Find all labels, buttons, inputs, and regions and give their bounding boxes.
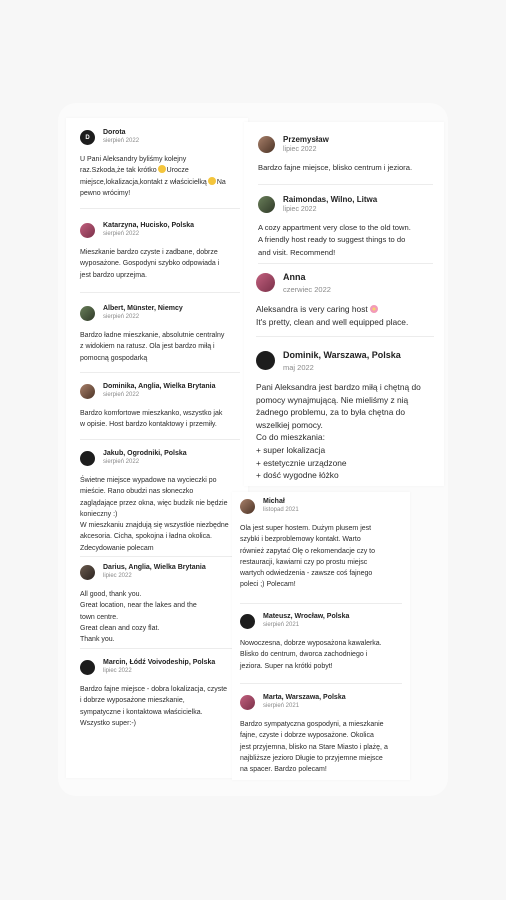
divider <box>80 439 240 440</box>
flower-emoji-icon <box>370 305 378 313</box>
reviewer-name: Przemysław <box>283 135 329 144</box>
review-text: Nowoczesna, dobrze wyposażona kawalerka. Blisko do centrum, dworca zachodniego i jeziora. Super na krótki pobyt! <box>240 640 382 670</box>
review-date: lipiec 2022 <box>103 668 132 674</box>
review-text: A cozy appartment very close to the old town. A friendly host ready to suggest things to do and visit. Recommend! <box>258 223 411 257</box>
review-text: Pani Aleksandra jest bardzo miłą i chętną do pomocy wynajmującą. Nie mieliśmy z nią żadnego problemu, za to była chętna do wszelkiej pomocy. Co do mieszkania: + super lokalizacja + estetycznie urządzone + dość wygodne łóżko <box>256 382 421 481</box>
review-text: Świetne miejsce wypadowe na wycieczki po mieście. Rano obudzi nas słoneczko zaglądające przez okna, więc budzik nie będzie konieczny :) W mieszkaniu znajdują się wszystkie niezbędne akcesoria. Cicha, spokojna i ładna okolica. Zdecydowanie polecam <box>80 477 229 552</box>
reviewer-name: Marcin, Łódź Voivodeship, Polska <box>103 659 216 666</box>
review-michal <box>240 498 410 591</box>
reviewer-name: Albert, Münster, Niemcy <box>103 305 183 312</box>
review-date: maj 2022 <box>283 363 314 372</box>
review-date: sierpień 2022 <box>103 231 140 237</box>
review-przemyslaw <box>258 135 443 174</box>
review-date: sierpień 2022 <box>103 314 140 320</box>
avatar <box>258 196 275 213</box>
review-dominik <box>256 350 444 482</box>
review-text: Bardzo fajne miejsce, blisko centrum i jeziora. <box>258 163 413 172</box>
divider <box>240 603 402 604</box>
review-anna <box>256 272 444 328</box>
review-text: All good, thank you. Great location, near the lakes and the town centre. Great clean and cozy flat. Thank you. <box>80 591 197 644</box>
review-katarzyna <box>80 222 245 281</box>
review-text: Ola jest super hostem. Dużym plusem jest szybki i bezproblemowy kontakt. Warto również zapytać Olę o rekomendacje czy to restauracji, kawiarni czy po prostu miejsc wartych odwiedzenia - zawsze coś fajnego poleci ;) Polecam! <box>240 525 376 589</box>
reviewer-name: Michał <box>263 498 285 505</box>
review-text: Bardzo sympatyczna gospodyni, a mieszkanie fajne, czyste i dobrze wyposażone. Okolica jest przyjemna, blisko na Stare Miasto i plażę, a najbliższe jezioro Długie to przyjemne miejsce na spacer. Bardzo polecam! <box>240 721 388 774</box>
review-date: lipiec 2022 <box>103 573 132 579</box>
review-text: Bardzo komfortowe mieszkanko, wszystko jak w opisie. Host bardzo kontaktowy i przemiły. <box>80 410 223 429</box>
reviewer-name: Katarzyna, Hucisko, Polska <box>103 222 195 229</box>
divider <box>80 208 240 209</box>
avatar <box>80 451 95 466</box>
avatar: D <box>80 130 95 145</box>
review-raimondas <box>258 195 443 259</box>
review-marta <box>240 694 410 775</box>
avatar <box>80 384 95 399</box>
reviewer-name: Raimondas, Wilno, Litwa <box>283 195 378 204</box>
avatar <box>256 351 275 370</box>
avatar <box>240 499 255 514</box>
review-darius <box>80 564 245 645</box>
review-date: czerwiec 2022 <box>283 285 331 294</box>
review-date: listopad 2021 <box>263 507 299 513</box>
avatar <box>258 136 275 153</box>
reviewer-name: Dorota <box>103 129 126 136</box>
reviewer-name: Marta, Warszawa, Polska <box>263 694 346 701</box>
avatar <box>80 660 95 675</box>
reviewer-name: Dominika, Anglia, Wielka Brytania <box>103 383 216 390</box>
divider <box>258 263 433 264</box>
reviewer-name: Jakub, Ogrodniki, Polska <box>103 450 187 457</box>
reviewer-name: Anna <box>283 272 306 282</box>
review-dominika <box>80 383 245 431</box>
reviewer-name: Darius, Anglia, Wielka Brytania <box>103 564 206 571</box>
divider <box>80 372 240 373</box>
avatar <box>240 614 255 629</box>
review-text: Bardzo ładne mieszkanie, absolutnie centralny z widokiem na ratusz. Ola jest bardzo miłą i pomocną gospodarką <box>80 332 225 362</box>
review-mateusz <box>240 613 410 672</box>
avatar <box>80 223 95 238</box>
review-date: lipiec 2022 <box>283 206 317 213</box>
smile-emoji-icon <box>158 165 166 173</box>
avatar <box>80 565 95 580</box>
review-text: Aleksandra is very caring host It's pretty, clean and well equipped place. <box>256 304 409 327</box>
divider <box>258 184 433 185</box>
reviewer-name: Dominik, Warszawa, Polska <box>283 350 401 360</box>
review-text: Mieszkanie bardzo czyste i zadbane, dobrze wyposażone. Gospodyni szybko odpowiada i jest bardzo uprzejma. <box>80 249 220 279</box>
avatar <box>80 306 95 321</box>
avatar <box>240 695 255 710</box>
divider <box>80 292 240 293</box>
review-date: sierpień 2022 <box>103 392 140 398</box>
divider <box>256 336 434 337</box>
review-text: Bardzo fajne miejsce - dobra lokalizacja, czyste i dobrze wyposażone mieszkanie, sympatyczne i kontaktowa właścicielka. Wszystko super:-) <box>80 686 228 727</box>
review-date: lipiec 2022 <box>283 146 317 153</box>
review-text: U Pani Aleksandry byliśmy kolejny raz.Szkoda,że tak krótko Urocze miejsce,lokalizacja,kontakt z właścicielką Na pewno wrócimy! <box>80 156 226 197</box>
review-jakub <box>80 450 245 554</box>
reviewer-name: Mateusz, Wrocław, Polska <box>263 613 350 620</box>
divider <box>240 683 402 684</box>
review-albert <box>80 305 245 364</box>
review-date: sierpień 2021 <box>263 622 300 628</box>
review-date: sierpień 2022 <box>103 138 140 144</box>
smile-emoji-icon <box>208 177 216 185</box>
divider <box>80 648 240 649</box>
review-date: sierpień 2022 <box>103 459 140 465</box>
avatar <box>256 273 275 292</box>
review-dorota <box>80 129 245 199</box>
divider <box>80 556 240 557</box>
review-marcin <box>80 659 245 729</box>
review-date: sierpień 2021 <box>263 703 300 709</box>
